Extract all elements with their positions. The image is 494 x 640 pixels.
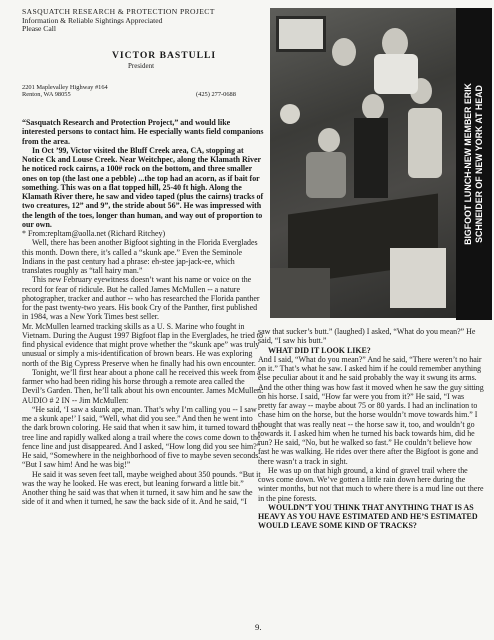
photo-wall-sign [280, 104, 300, 124]
photo-shirt [408, 108, 442, 178]
article-paragraph: Well, there has been another Bigfoot sighting in the Florida Everglades this month. Down there, it’s called a “skunk ape.” Even the Seminole Indians in the past century had a phrase: eh-stee jap-jack-ee, which translates roughly as “tall hairy man.” [22, 238, 258, 275]
president-name: VICTOR BASTULLI [112, 50, 217, 61]
audio-label: AUDIO # 2 IN -- Jim McMullen: [22, 395, 129, 405]
page-number: 9. [255, 622, 262, 632]
article-paragraph: He said it was seven feet tall, maybe weighed about 350 pounds. “But it was the way he looked. He was erect, but leaning forward a little bit.” Another thing he said was that when it turned, it saw him and he saw the side of it and when it turned, he saw the back side of it. And he said, “I [22, 469, 261, 507]
org-phone: (425) 277-0688 [196, 91, 236, 98]
caption-line-1: BIGFOOT LUNCH-NEW MEMBER ERIK [463, 83, 473, 245]
article-paragraph: In Oct ’99, Victor visited the Bluff Creek area, CA, stopping at Notice Ck and Louse Creek. Near Weitchpec, along the Klamath River he noticed rock cairns, a 100# rock on the bottom, and three smaller ones on top (the last one a pebble) ...the top had an acorn, as if bait for something. This was on a flat topped hill, 25-40 ft high. Along the Klamath River there, he saw and video taped (plus the cairns) tracks of two creatures, 12” and 9”, the stride about 56”. He was impressed with the length of the toes, longer than human, and way out of proportion to our own. [22, 145, 264, 229]
article-paragraph: This new February eyewitness doesn’t want his name or voice on the record for fear of ridicule. But he called James McMullen -- a nature photographer, tracker and author -- who has researched the Florida panther for the past twenty-two years. His book Cry of the Panther, first published in 1984, was a New York Times best seller. [22, 275, 260, 322]
group-photo [270, 8, 456, 318]
letterhead [22, 7, 262, 99]
email-source-line: * From:repltam@aolla.net (Richard Ritchey) [22, 229, 166, 238]
address-line-1: 2201 Maplevalley Highway #164 [22, 84, 108, 91]
interview-question: WHAT DID IT LOOK LIKE? [268, 345, 371, 355]
article-column-left [22, 118, 264, 507]
org-address [22, 84, 108, 99]
caption-line-2: SCHNEIDER OF NEW YORK AT HEAD [474, 85, 484, 243]
photo-person [362, 94, 384, 120]
org-call: Please Call [22, 24, 56, 34]
photo-person [332, 38, 356, 66]
photo-person [318, 128, 340, 152]
photo-shirt [306, 152, 346, 198]
article-paragraph: Tonight, we’ll first hear about a phone call he received this week from a farmer who had been riding his horse through a remote area called the Devil’s Garden. Then, he’ll talk about his own encounter. James McMullen: [22, 367, 264, 396]
article-paragraph: “He said, ‘I saw a skunk ape, man. That’s why I’m calling you -- I saw me a skunk ape!’ I said, “Well, what did you see.” And then he went into the dark brown coloring. He said that when it saw him, it turned toward the tree line and rapidly walked along a trail where the cows come down to the fence line and just disappeared. And I asked, “How long did you see him?” He said, “Somewhere in the neighborhood of five to maybe seven seconds. “But I saw him! And he was big!” [22, 404, 261, 470]
photo-foreground-person [390, 248, 446, 308]
photo-shadow [354, 118, 388, 198]
president-title: President [128, 62, 155, 70]
interview-question: WOULDN’T YOU THINK THAT ANYTHING THAT IS AS HEAVY AS YOU HAVE ESTIMATED AND HE’S ESTIMATED WOULD LEAVE SOME KIND OF TRACKS? [258, 502, 478, 531]
article-paragraph: Mr. McMullen learned tracking skills as a U. S. Marine who fought in Vietnam. During the August 1997 Bigfoot flap in the Everglades, he tried to find physical evidence that might prove whether the “skunk ape” was truly unusual or simply a mis-identification of brown bears. He was exploring north of the Big Cypress Preserve when he finally had his own encounter. [22, 321, 263, 368]
article-column-right [258, 327, 484, 531]
article-paragraph: And I said, “What do you mean?” And he said, “There weren’t no hair on it.” That’s what he saw. I asked him if he could remember anything else peculiar about it and he said probably the way it swung its arms. And the other thing was how fast it moved when he saw the guy sitting on his horse. I said, “How far were you from it?” He said, “I was pretty far away -- maybe about 75 or 80 yards. I had an inclination to chase him on the horse, but the horse wouldn’t move towards him.” I thought that was really neat -- the horse saw it, too, and wouldn’t go towards it. I asked him when he turned his back towards him, did he run? He said, “No, but he walked so fast.” He couldn’t believe how fast he was walking. He rides over there after the Bigfoot is gone and there wasn’t a track in sight. [258, 354, 484, 466]
article-paragraph: He was up on that high ground, a kind of gravel trail where the cows come down. We’ve gotten a little rain down here during the winter months, but not that much to where there is a mud line out there in the pine forests. [258, 465, 484, 503]
org-name: SASQUATCH RESEARCH & PROTECTION PROJECT [22, 7, 215, 16]
photo-window [276, 16, 326, 52]
photo-shirt [374, 54, 418, 94]
article-paragraph: “Sasquatch Research and Protection Project,” and would like interested persons to contact him. He especially wants field companions from the area. [22, 118, 264, 146]
photo-caption [456, 8, 492, 320]
address-line-2: Renton, WA 98055 [22, 91, 71, 99]
org-tagline: Information & Reliable Sightings Appreciated [22, 15, 163, 25]
photo-foreground-person [270, 268, 330, 318]
article-paragraph: saw that sucker’s butt.” (laughed) I asked, “What do you mean?” He said, “I saw his butt.” [258, 327, 476, 346]
